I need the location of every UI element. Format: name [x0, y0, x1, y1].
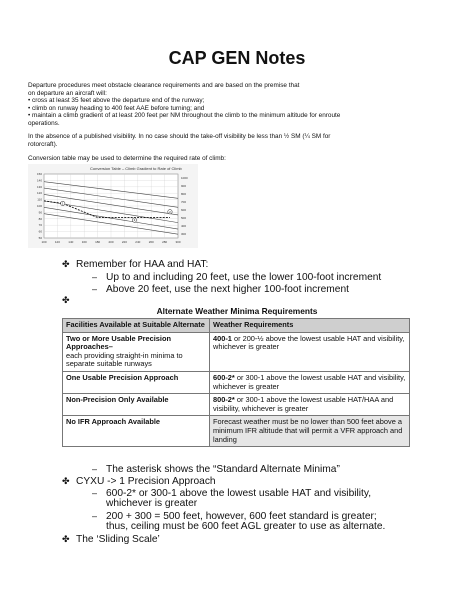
chart-grid: [44, 174, 178, 238]
facility-text: One Usable Precision Approach: [66, 372, 179, 382]
conversion-note-text: Conversion table may be used to determine the required rate of climb:: [28, 155, 226, 162]
x-tick-label: 220: [121, 240, 127, 244]
arrow-bullet-icon: ✤: [62, 534, 70, 544]
x-tick-label: 200: [108, 240, 114, 244]
table-row: [63, 416, 410, 447]
sub-bullet-text: 600-2* or 300-1 above the lowest usable HAT and visibility,: [106, 488, 372, 499]
y-tick-label: 80: [38, 216, 42, 221]
y-tick-label: 120: [36, 191, 42, 196]
page-title: CAP GEN Notes: [168, 48, 306, 68]
y-tick-label: 110: [37, 197, 42, 202]
facility-subtext: each providing straight-in minima to separate suitable runways: [66, 350, 183, 369]
right-tick-label: 400: [181, 224, 187, 228]
sub-bullet-continuation: whichever is greater: [106, 498, 198, 509]
dash-bullet-icon: –: [92, 284, 98, 294]
table-header-cell: Facilities Available at Suitable Alternate: [63, 319, 210, 333]
marker-label: 3: [133, 218, 136, 223]
bullet-text: Remember for HAA and HAT:: [76, 259, 209, 270]
requirement-text: Forecast weather must be no lower than 500 feet above a minimum IFR altitude that will permit a VFR approach and landing: [213, 417, 403, 444]
x-tick-label: 180: [95, 240, 101, 244]
intro-line: • climb on runway heading to 400 feet AAE before turning; and: [28, 104, 205, 112]
marker-label: 1: [61, 201, 64, 206]
right-tick-label: 300: [181, 232, 187, 236]
y-tick-label: 140: [36, 178, 42, 183]
bullet-item: [62, 533, 160, 546]
climb-conversion-chart: [28, 164, 198, 248]
requirement-minima: 600-2*: [213, 372, 235, 382]
intro-line: • cross at least 35 feet above the departure end of the runway;: [28, 97, 205, 105]
y-tick-label: 130: [36, 184, 42, 189]
facility-text: No IFR Approach Available: [66, 417, 161, 427]
alternate-minima-figure: [62, 304, 412, 447]
right-tick-label: 700: [181, 200, 187, 204]
alternate-minima-table: [62, 318, 410, 447]
y-tick-label: 70: [38, 223, 42, 228]
intro-line: • maintain a climb gradient of at least 200 feet per NM throughout the climb to the minimum altitude for enroute: [28, 112, 341, 120]
requirement-text: or 200-½ above the lowest usable HAT and visibility, whichever is greater: [213, 333, 405, 352]
visibility-line: rotorcraft).: [28, 140, 58, 148]
intro-line: Departure procedures meet obstacle clearance requirements and are based on the premise that: [28, 82, 300, 89]
requirement-cell: [210, 332, 410, 371]
requirement-text: or 300-1 above the lowest usable HAT/HAA and visibility, whichever is greater: [213, 395, 394, 413]
conversion-note: [28, 155, 448, 163]
requirement-cell: [210, 371, 410, 393]
right-tick-label: 500: [181, 216, 187, 220]
x-tick-label: 160: [81, 240, 87, 244]
y-tick-label: 60: [38, 229, 42, 234]
x-tick-label: 140: [68, 240, 74, 244]
arrow-bullet-icon: ✤: [62, 295, 70, 305]
table-header-cell: Weather Requirements: [210, 319, 410, 333]
right-tick-label: 600: [181, 208, 187, 212]
x-tick-label: 120: [54, 240, 60, 244]
sub-bullet-text: Above 20 feet, use the next higher 100-foot increment: [106, 284, 349, 295]
sub-bullet-continuation: thus, ceiling must be 600 feet AGL greater to use as alternate.: [106, 521, 386, 532]
y-tick-label: 90: [38, 210, 42, 215]
x-tick-label: 100: [41, 240, 47, 244]
intro-paragraph: [28, 82, 448, 128]
x-tick-label: 240: [135, 240, 141, 244]
sub-bullet-text: Up to and including 20 feet, use the lower 100-foot increment: [106, 272, 382, 283]
marker-label: 2: [169, 209, 171, 214]
facility-text: Non-Precision Only Available: [66, 395, 169, 405]
dash-bullet-icon: –: [92, 511, 98, 521]
requirement-cell: [210, 394, 410, 416]
dash-bullet-icon: –: [92, 272, 98, 282]
requirement-minima: 800-2*: [213, 395, 235, 405]
arrow-bullet-icon: ✤: [62, 476, 70, 486]
facility-cell: [63, 394, 210, 416]
visibility-paragraph: [28, 133, 448, 148]
requirement-minima: 400-1: [213, 333, 232, 343]
chart-title: Conversion Table – Climb Gradient to Rate of Climb: [90, 166, 182, 171]
arrow-bullet-icon: ✤: [62, 259, 70, 269]
intro-line: on departure an aircraft will:: [28, 89, 107, 97]
facility-cell: [63, 371, 210, 393]
x-tick-label: 300: [175, 240, 181, 244]
x-tick-label: 260: [148, 240, 154, 244]
x-tick-label: 280: [162, 240, 168, 244]
facility-cell: [63, 416, 210, 447]
requirement-text: or 300-1 above the lowest usable HAT and visibility, whichever is greater: [213, 372, 406, 391]
right-tick-label: 900: [181, 184, 187, 188]
y-tick-label: 100: [36, 204, 42, 208]
sub-bullet-item: [92, 283, 349, 296]
table-row: [63, 394, 410, 416]
bullet-text: CYXU -> 1 Precision Approach: [76, 476, 216, 487]
right-tick-label: 800: [181, 192, 187, 196]
y-tick-label: 150: [36, 172, 42, 176]
sub-bullet-text: 200 + 300 = 500 feet, however, 600 feet standard is greater;: [106, 511, 377, 522]
bullet-text: The ‘Sliding Scale’: [76, 534, 160, 545]
table-row: [63, 371, 410, 393]
y-tick-label: 50: [38, 236, 42, 240]
table-header-row: [63, 319, 410, 333]
table-row: [63, 332, 410, 371]
sub-bullet-text: The asterisk shows the “Standard Alternate Minima”: [106, 464, 340, 475]
table-caption: Alternate Weather Minima Requirements: [156, 306, 318, 316]
visibility-line: In the absence of a published visibility. In no case should the take-off visibility be less than ½ SM (¼ SM for: [28, 133, 331, 140]
right-tick-label: 1000: [181, 176, 188, 180]
facility-cell: [63, 332, 210, 371]
requirement-cell: [210, 416, 410, 447]
intro-line: operations.: [28, 119, 60, 127]
bullet-item: [62, 258, 208, 271]
facility-text: Two or More Usable Precision Approaches–: [66, 333, 171, 352]
dash-bullet-icon: –: [92, 464, 98, 474]
dash-bullet-icon: –: [92, 488, 98, 498]
